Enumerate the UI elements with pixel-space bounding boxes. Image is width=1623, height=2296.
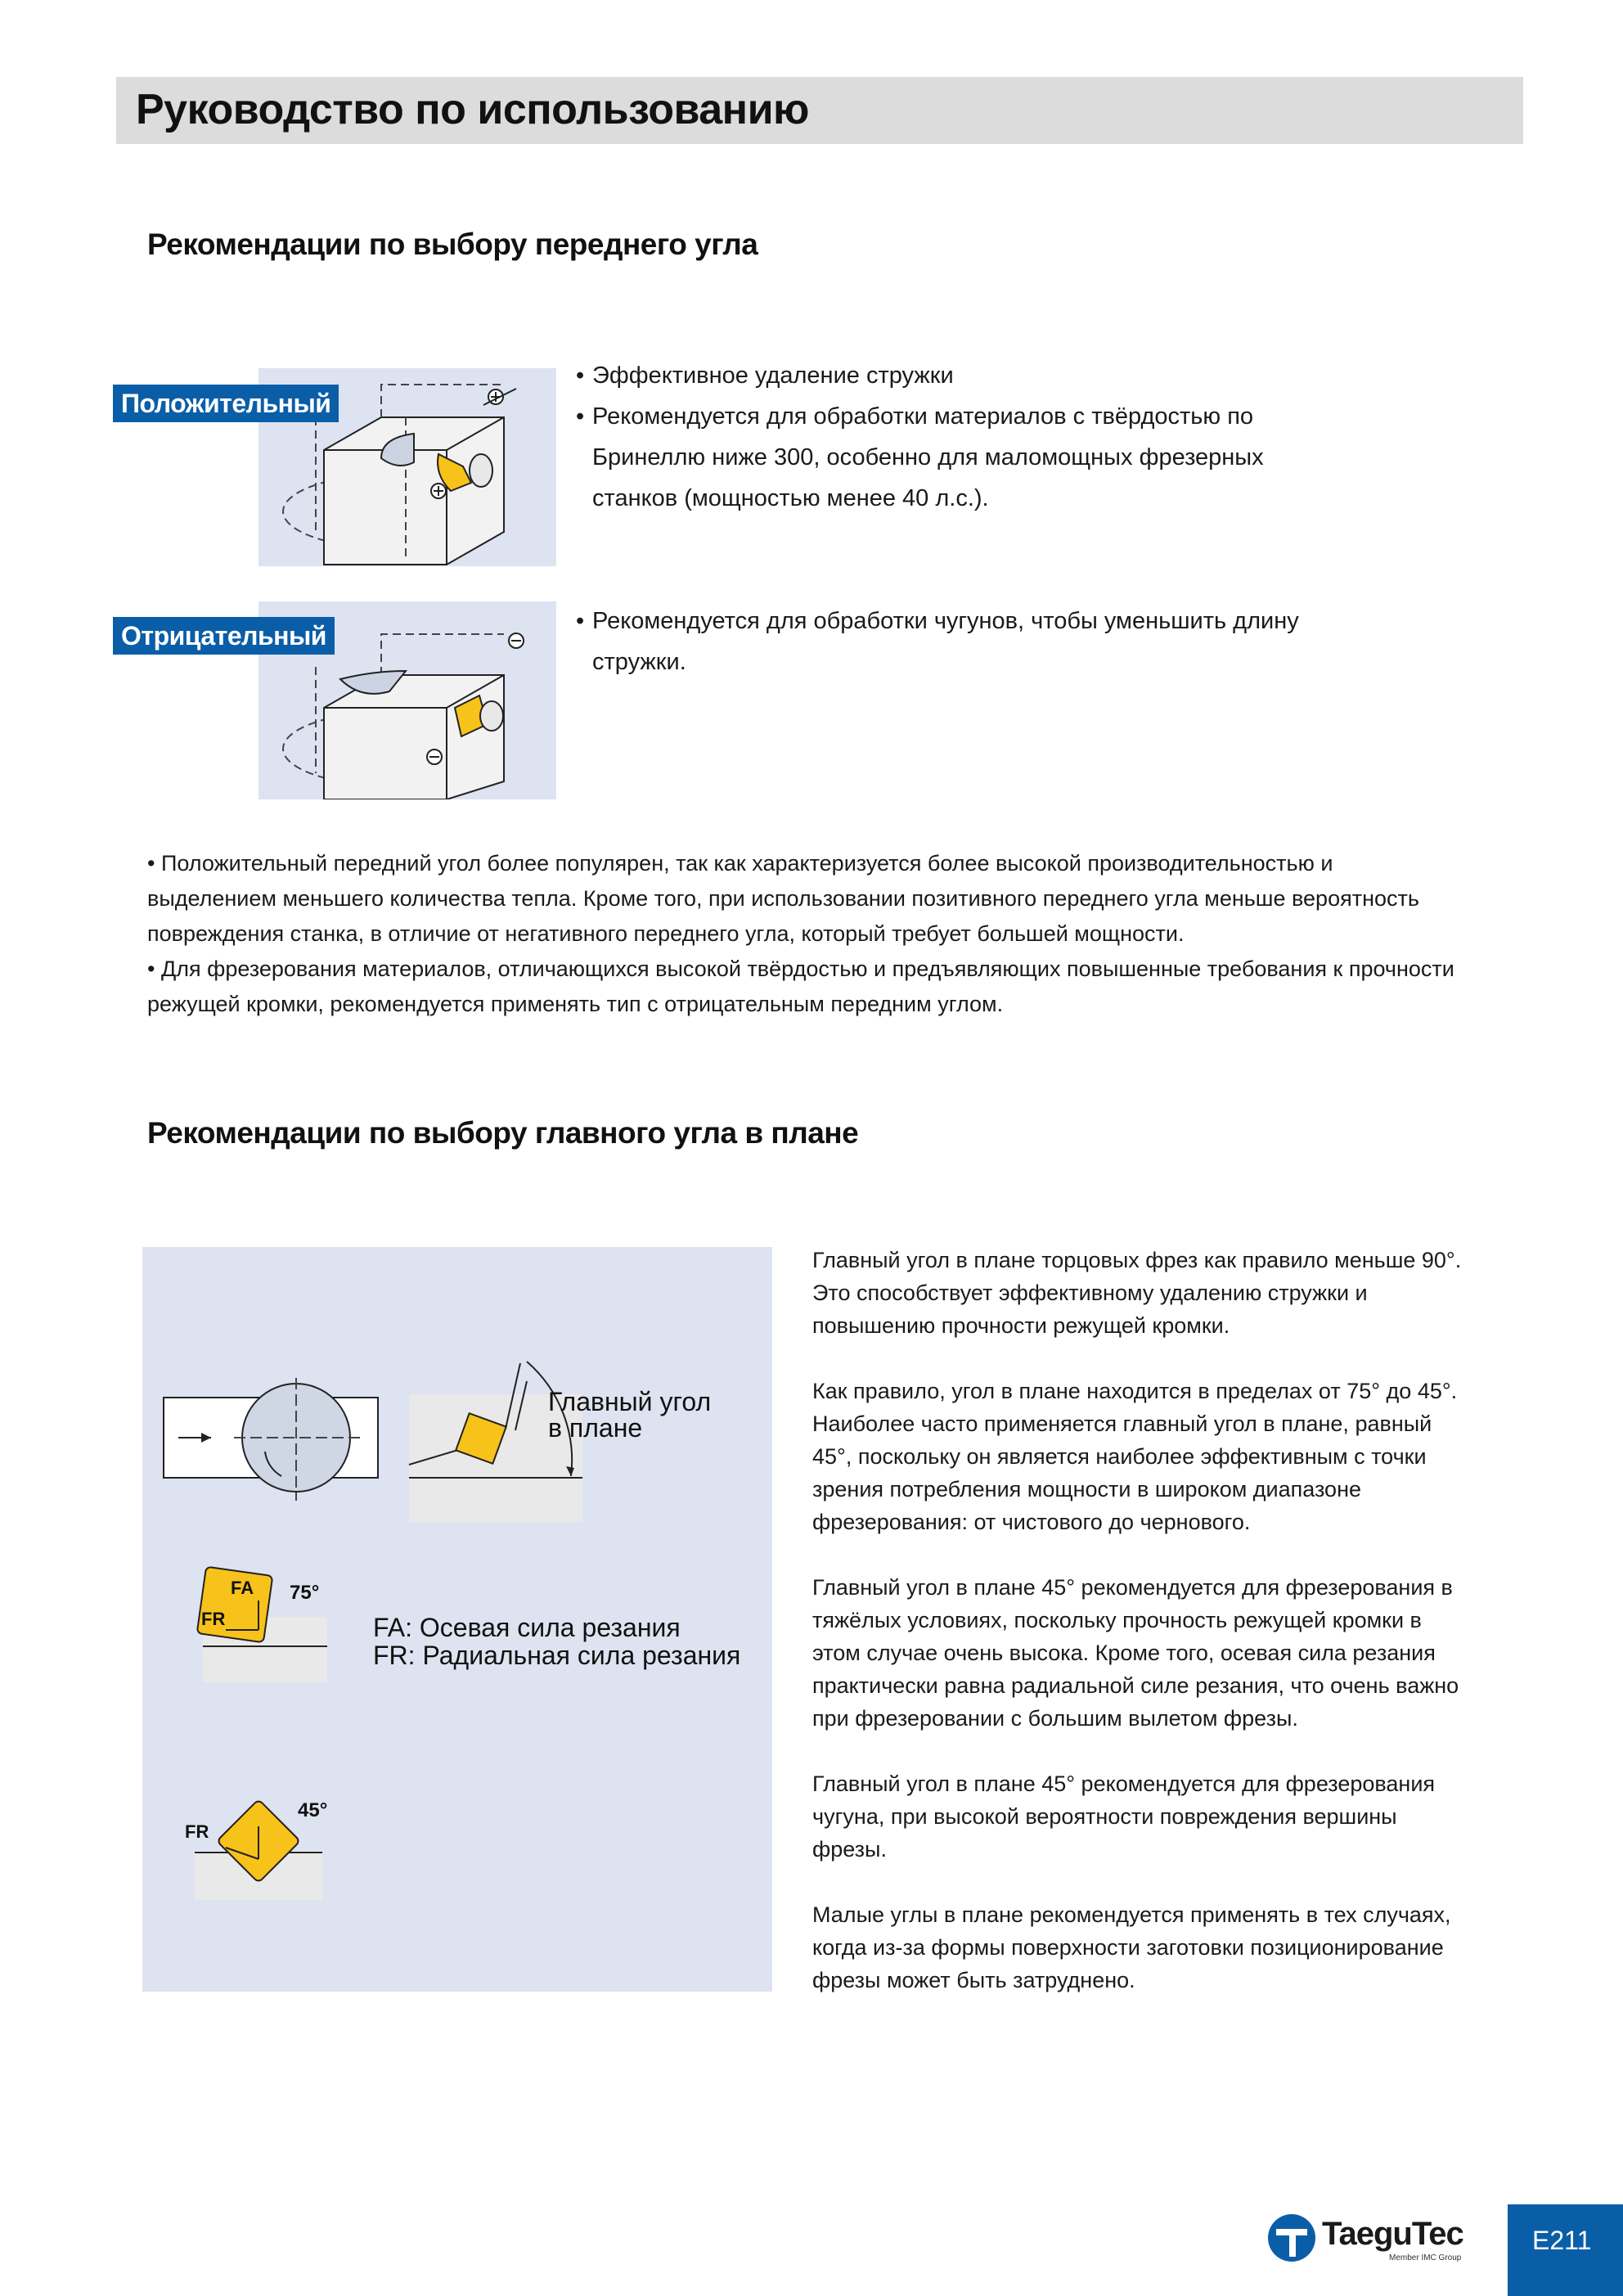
lead-section-heading: Рекомендации по выбору главного угла в плане	[147, 1116, 859, 1150]
angle-label-line1: Главный угол	[548, 1387, 712, 1416]
angle-label-line2: в плане	[548, 1413, 643, 1443]
negative-bullet-1: • Рекомендуется для обработки чугунов, чтобы уменьшить длину стружки.	[576, 601, 1329, 682]
brand-name: TaeguTec	[1322, 2216, 1463, 2252]
lead-angle-diagram	[142, 1247, 772, 1992]
brand-subtitle: Member IMC Group	[1389, 2253, 1462, 2262]
fr-label-45: FR	[185, 1821, 209, 1842]
angle-45-label: 45°	[298, 1799, 328, 1821]
rake-note-2: • Для фрезерования материалов, отличающихся высокой твёрдостью и предъявляющих повышенные требования к прочности режущей кромки, рекомендуется применять тип с отрицательным передним углом.	[147, 957, 1454, 1016]
positive-bullet-2: • Рекомендуется для обработки материалов с твёрдостью по Бринеллю ниже 300, особенно для маломощных фрезерных станков (мощностью менее 40 л.с.).	[576, 396, 1329, 519]
fr-label-75: FR	[201, 1609, 226, 1629]
title-bar	[116, 77, 1523, 144]
positive-bullet-1: • Эффективное удаление стружки	[576, 355, 1329, 396]
rake-note-1: • Положительный передний угол более популярен, так как характеризуется более высокой производительностью и выделением меньшего количества тепла. Кроме того, при использовании позитивного переднего угла меньше вероятность повреждения станка, в отличие от негативного переднего угла, который требует большей мощности.	[147, 851, 1419, 946]
positive-bullets	[576, 355, 1329, 519]
negative-tag: Отрицательный	[113, 617, 335, 655]
brand-logo	[1266, 2209, 1479, 2267]
page-number: E211	[1532, 2226, 1592, 2255]
positive-tag: Положительный	[113, 385, 339, 422]
rake-notes	[147, 846, 1464, 1022]
angle-75-label: 75°	[290, 1582, 320, 1604]
page-title: Руководство по использованию	[136, 86, 809, 133]
lead-paragraph-5: Малые углы в плане рекомендуется применять в тех случаях, когда из-за формы поверхности заготовки позиционирование фрезы может быть затруднено.	[812, 1902, 1451, 1992]
fr-legend: FR: Радиальная сила резания	[373, 1641, 741, 1670]
lead-angle-illustration	[142, 1247, 772, 1992]
negative-bullets	[576, 601, 1329, 682]
lead-paragraphs	[812, 1244, 1467, 2029]
lead-paragraph-2: Как правило, угол в плане находится в пределах от 75° до 45°. Наиболее часто применяется главный угол в плане, равный 45°, поскольку он является наиболее эффективным с точки зрения потребления мощности в широком диапазоне фрезерования: от чистового до чернового.	[812, 1379, 1458, 1534]
lead-paragraph-1: Главный угол в плане торцовых фрез как правило меньше 90°. Это способствует эффективному удалению стружки и повышению прочности режущей кромки.	[812, 1248, 1462, 1338]
fa-legend: FA: Осевая сила резания	[373, 1613, 681, 1642]
lead-paragraph-3: Главный угол в плане 45° рекомендуется для фрезерования в тяжёлых условиях, поскольку прочность режущей кромки в этом случае очень высока. Кроме того, осевая сила резания практически равна радиальной силе резания, что очень важно при фрезеровании с большим вылетом фрезы.	[812, 1575, 1459, 1731]
page-number-tab	[1508, 2204, 1623, 2296]
lead-paragraph-4: Главный угол в плане 45° рекомендуется для фрезерования чугуна, при высокой вероятности повреждения вершины фрезы.	[812, 1772, 1436, 1862]
brand-logo-icon	[1266, 2213, 1317, 2263]
fa-label-75: FA	[231, 1578, 254, 1598]
rake-section-heading: Рекомендации по выбору переднего угла	[147, 227, 758, 261]
